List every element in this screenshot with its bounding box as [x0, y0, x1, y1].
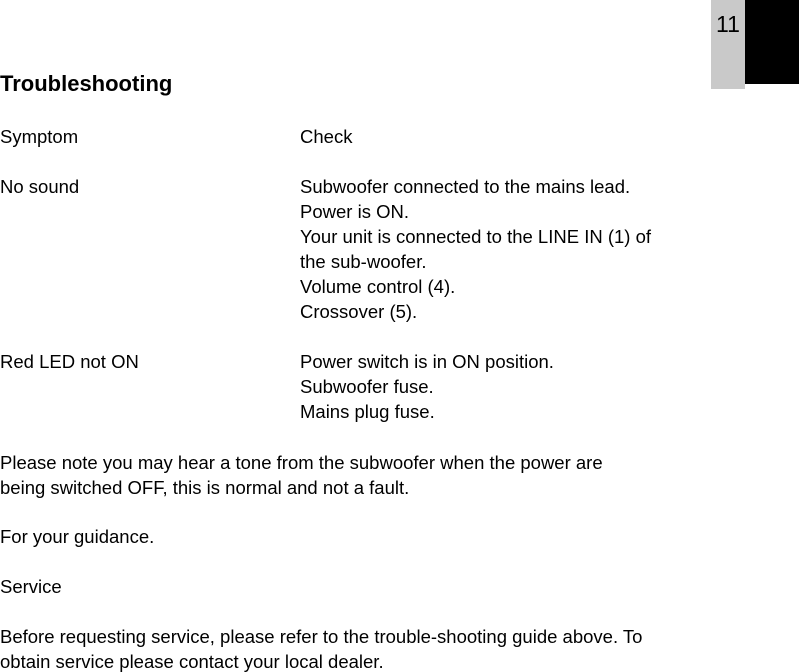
check-item: Power switch is in ON position. — [300, 351, 554, 372]
service-line: Before requesting service, please refer to the trouble-shooting guide above. To — [0, 626, 643, 647]
check-item: Power is ON. — [300, 201, 409, 222]
check-item: Crossover (5). — [300, 301, 418, 322]
check-item: Volume control (4). — [300, 276, 456, 297]
symptom-red-led: Red LED not ON — [0, 351, 139, 372]
check-item: Subwoofer connected to the mains lead. — [300, 176, 631, 197]
page-number: 11 — [716, 11, 740, 37]
guidance-text: For your guidance. — [0, 526, 155, 547]
check-item: the sub-woofer. — [300, 251, 427, 272]
check-item: Subwoofer fuse. — [300, 376, 434, 397]
service-heading: Service — [0, 576, 62, 597]
note-line: Please note you may hear a tone from the subwoofer when the power are — [0, 452, 603, 473]
page-title: Troubleshooting — [0, 71, 173, 96]
symptom-no-sound: No sound — [0, 176, 80, 197]
symptom-header: Symptom — [0, 126, 79, 147]
service-line: obtain service please contact your local dealer. — [0, 651, 384, 672]
page-tab-black — [745, 0, 799, 84]
note-line: being switched OFF, this is normal and not a fault. — [0, 477, 410, 498]
check-item: Your unit is connected to the LINE IN (1) of — [300, 226, 652, 247]
check-item: Mains plug fuse. — [300, 401, 435, 422]
check-header: Check — [300, 126, 353, 147]
